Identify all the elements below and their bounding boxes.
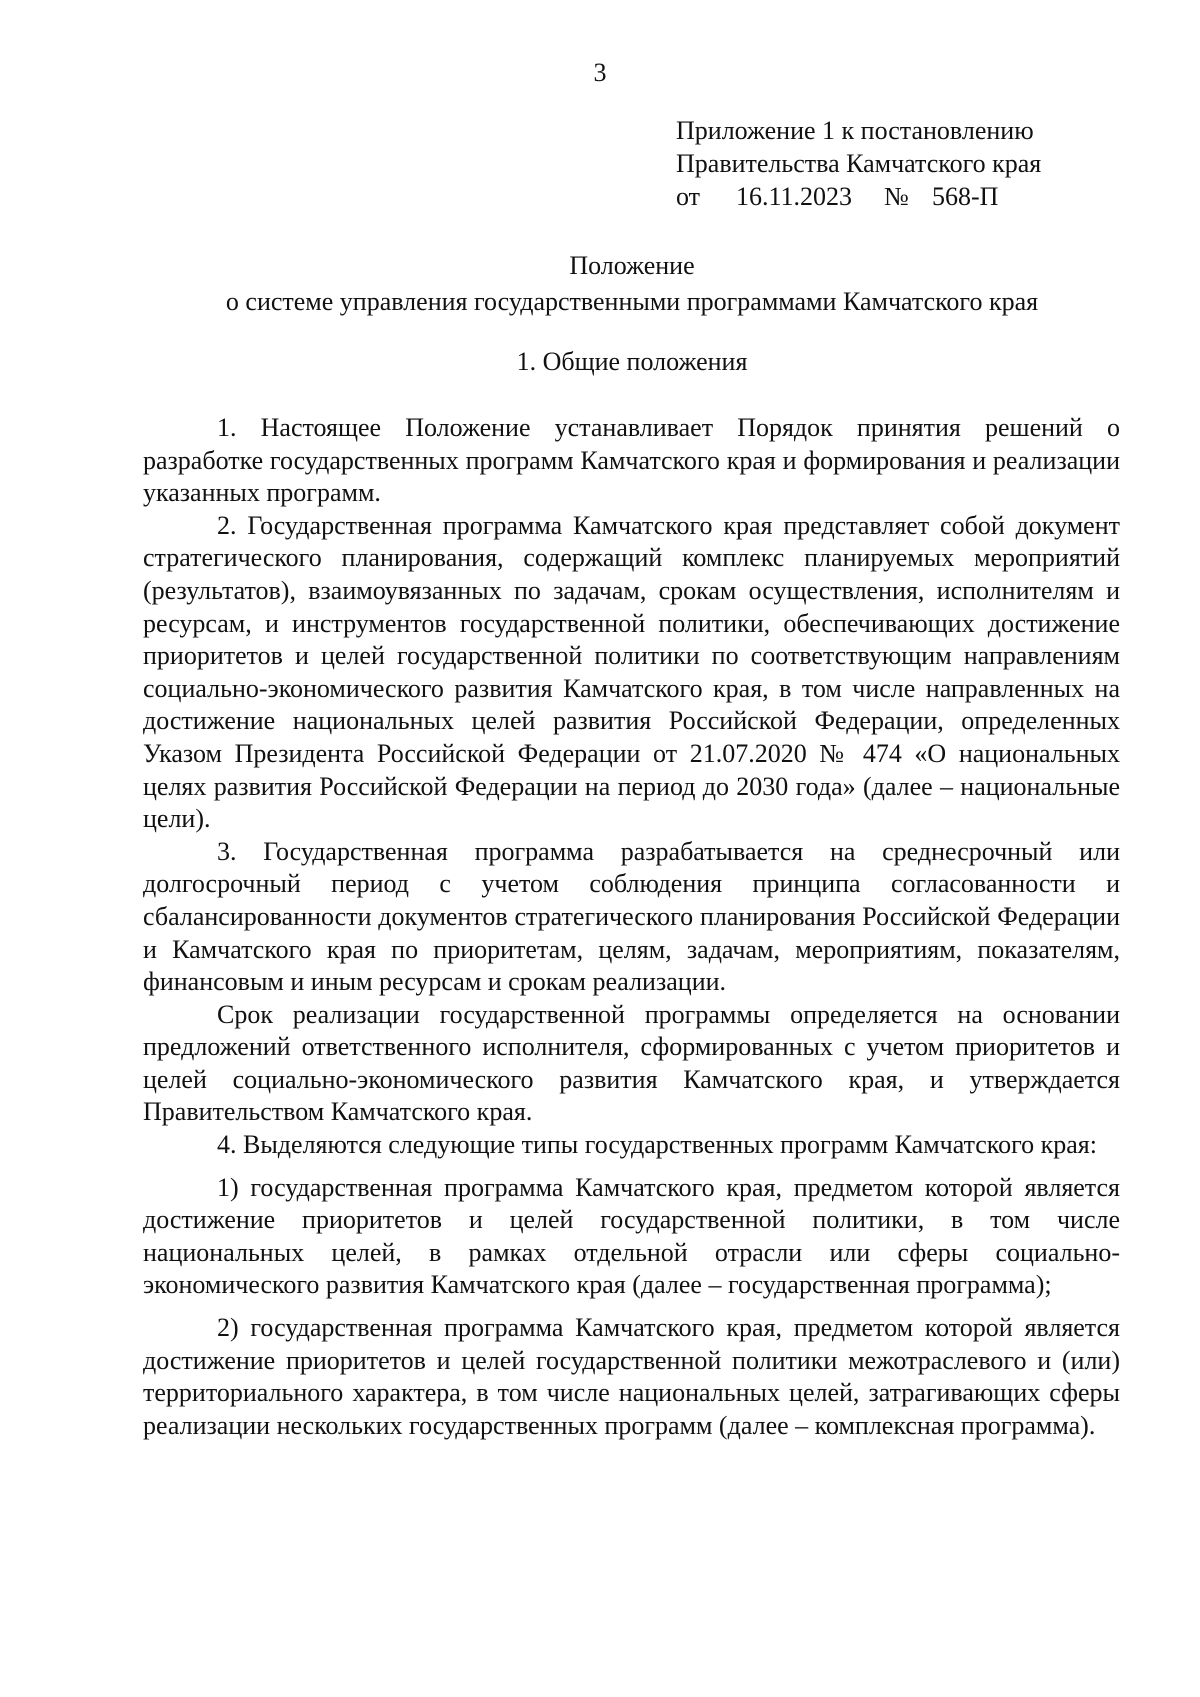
- page-number: 3: [593, 58, 607, 87]
- paragraph: 1) государственная программа Камчатского края, предметом которой является достижение приоритетов и целей государственной политики, в том числе национальных целей, в рамках отдельной отрасли или сферы социально-экономического развития Камчатского края (далее – государственная программа);: [143, 1172, 1120, 1300]
- annex-ref-date: 16.11.2023: [736, 182, 853, 211]
- document-body: [143, 412, 1120, 1442]
- document-title-line-1: Положение: [569, 251, 695, 280]
- paragraph: Срок реализации государственной программы определяется на основании предложений ответственного исполнителя, сформированных с учетом приоритетов и целей социально-экономического развития Камчатского края, и утверждается Правительством Камчатского края.: [143, 999, 1120, 1127]
- section-heading: 1. Общие положения: [516, 347, 748, 376]
- annex-line-1: Приложение 1 к постановлению: [676, 116, 1034, 145]
- annex-ref-number: 568-П: [932, 182, 999, 211]
- annex-resolution-ref: [676, 180, 1116, 213]
- paragraph: 1. Настоящее Положение устанавливает Порядок принятия решений о разработке государственных программ Камчатского края и формирования и реализации указанных программ.: [143, 413, 1120, 508]
- document-title: [0, 248, 1200, 320]
- paragraph: 2. Государственная программа Камчатского края представляет собой документ стратегического планирования, содержащий комплекс планируемых мероприятий (результатов), взаимоувязанных по задачам, срокам осуществления, исполнителям и ресурсам, и инструментов государственной политики, обеспечивающих достижение приоритетов и целей государственной политики по соответствующим направлениям социально-экономического развития Камчатского края, в том числе направленных на достижение национальных целей развития Российской Федерации, определенных Указом Президента Российской Федерации от 21.07.2020 № 474 «О национальных целях развития Российской Федерации на период до 2030 года» (далее – национальные цели).: [143, 510, 1120, 834]
- paragraph: 2) государственная программа Камчатского края, предметом которой является достижение приоритетов и целей государственной политики межотраслевого и (или) территориального характера, в том числе национальных целей, затрагивающих сферы реализации нескольких государственных программ (далее – комплексная программа).: [143, 1313, 1120, 1440]
- annex-line-2: Правительства Камчатского края: [676, 149, 1042, 178]
- annex-reference-block: [676, 114, 1116, 213]
- annex-ref-number-sign: №: [884, 182, 909, 211]
- paragraph: 4. Выделяются следующие типы государственных программ Камчатского края:: [217, 1130, 1097, 1160]
- document-title-line-2: о системе управления государственными программами Камчатского края: [225, 287, 1039, 316]
- paragraph: 3. Государственная программа разрабатывается на среднесрочный или долгосрочный период с учетом соблюдения принципа согласованности и сбалансированности документов стратегического планирования Российской Федерации и Камчатского края по приоритетам, целям, задачам, мероприятиям, показателям, финансовым и иным ресурсам и срокам реализации.: [143, 836, 1120, 997]
- annex-ref-prefix: от: [676, 182, 701, 211]
